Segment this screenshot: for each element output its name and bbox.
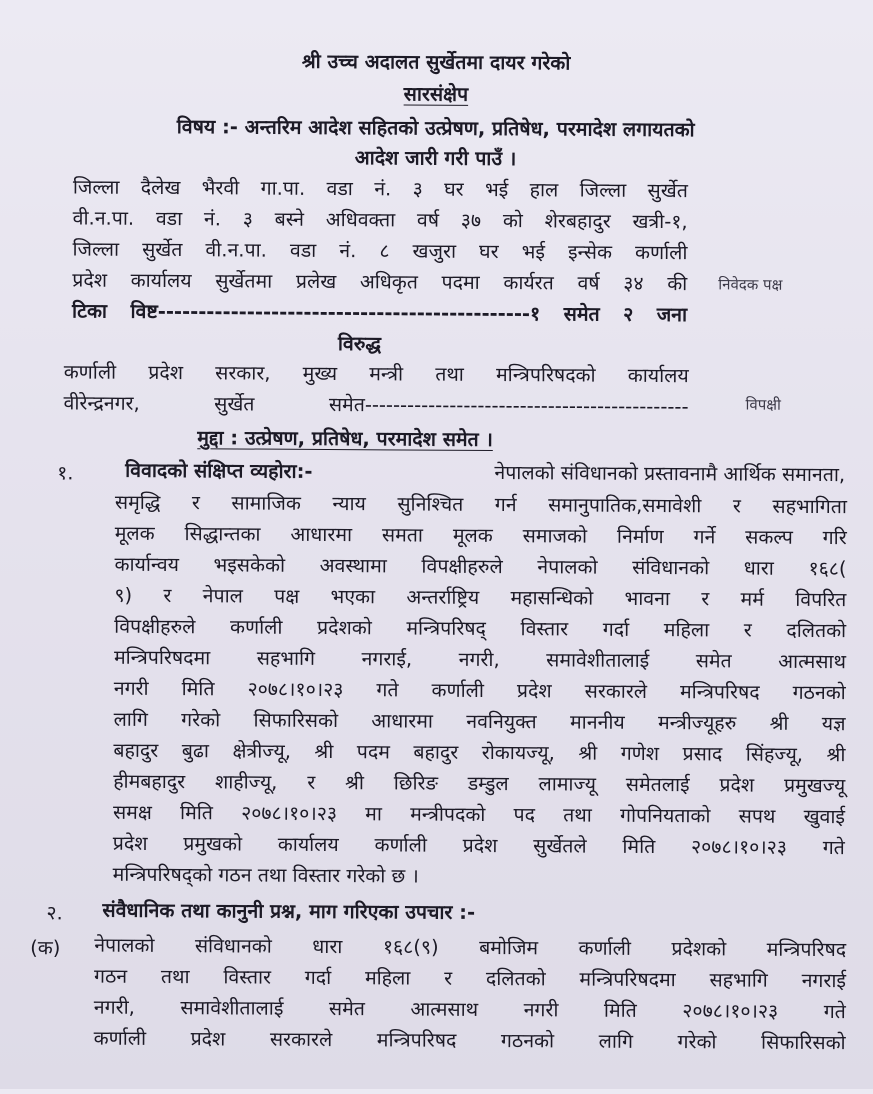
respondent-role-label: विपक्षी xyxy=(745,395,781,414)
subsection-line: नगरी, समावेशीतालाई समेत आत्मसाथ नगरी मिति २०७८।१०।२३ गते xyxy=(93,995,846,1024)
petitioner-line: प्रदेश कार्यालय सुर्खेतमा प्रलेख अधिकृत पदमा कार्यरत वर्ष ३४ की xyxy=(72,268,688,296)
subsection-line: नेपालको संविधानको धारा १६८(९) बमोजिम कर्णाली प्रदेशको मन्त्रिपरिषद xyxy=(94,933,847,962)
petitioner-name-line: टिका विष्ट----------------------------------------------१ समेत २ जना xyxy=(72,299,688,327)
section1-line: मन्त्रिपरिषदमा सहभागि नगराई, नगरी, समावेशीतालाई समेत आत्मसाथ xyxy=(113,645,847,674)
respondent-line: वीरेन्द्रनगर, सुर्खेत समेत---------------------------------------------- xyxy=(63,391,689,419)
section1-line: विपक्षीहरुले कर्णाली प्रदेशको मन्त्रिपरिषद् विस्तार गर्दा महिला र दलितको xyxy=(114,614,847,643)
section1-line: नगरी मिति २०७८।१०।२३ गते कर्णाली प्रदेश सरकारले मन्त्रिपरिषद गठनको xyxy=(113,676,846,705)
section1-line: मन्त्रिपरिषद्को गठन तथा विस्तार गरेको छ । xyxy=(112,862,419,888)
section1-heading: विवादको संक्षिप्त व्यहोरा:- xyxy=(125,458,313,483)
subsection-line: कर्णाली प्रदेश सरकारले मन्त्रिपरिषद गठनको लागि गरेको सिफारिसको xyxy=(93,1026,846,1055)
section1-first-line xyxy=(125,459,845,487)
section1-line: हीमबहादुर शाहीज्यू, र श्री छिरिङ डम्डुल लामाज्यू समेतलाई प्रदेश प्रमुखज्यू xyxy=(113,769,846,798)
petitioner-line: जिल्ला सुर्खेत वी.न.पा. वडा नं. ८ खजुरा घर भई इन्सेक कर्णाली xyxy=(72,237,688,265)
subject-line-1: विषय :- अन्तरिम आदेश सहितको उत्प्रेषण, प्रतिषेध, परमादेश लगायतको xyxy=(176,115,695,142)
section-number: २. xyxy=(46,901,63,925)
section1-line: समक्ष मिति २०७८।१०।२३ मा मन्त्रीपदको पद तथा गोपनियताको सपथ खुवाई xyxy=(112,800,846,829)
petitioner-line: जिल्ला दैलेख भैरवी गा.पा. वडा नं. ३ घर भई हाल जिल्ला सुर्खेत xyxy=(72,175,688,203)
document-type: सारसंक्षेप xyxy=(403,82,469,106)
section1-line: लागि गरेको सिफारिसको आधारमा नवनियुक्त माननीय मन्त्रीज्यूहरु श्री यज्ञ xyxy=(113,707,846,736)
case-title: मुद्दा : उत्प्रेषण, प्रतिषेध, परमादेश समेत । xyxy=(197,426,493,452)
petitioner-line: वी.न.पा. वडा नं. ३ बस्ने अधिवक्ता वर्ष ३७ को शेरबहादुर खत्री-१, xyxy=(72,206,688,234)
subsection-number: (क) xyxy=(30,936,61,960)
section1-line: कार्यान्वय भइसकेको अवस्थामा विपक्षीहरुले नेपालको संविधानको धारा १६८( xyxy=(114,552,847,581)
subsection-line: गठन तथा विस्तार गर्दा महिला र दलितको मन्त्रिपरिषदमा सहभागि नगराई xyxy=(93,964,847,993)
section2-heading: संवैधानिक तथा कानुनी प्रश्न, माग गरिएका उपचार :- xyxy=(102,898,476,924)
petitioner-role-label: निवेदक पक्ष xyxy=(718,275,783,294)
section1-line: बहादुर बुढा क्षेत्रीज्यू, श्री पदम बहादुर रोकायज्यू, श्री गणेश प्रसाद सिंहज्यू, श्री xyxy=(113,738,846,767)
subject-line-2: आदेश जारी गरी पाउँ । xyxy=(354,146,517,171)
versus-heading: विरुद्ध xyxy=(337,332,382,356)
section1-line: समृद्धि र सामाजिक न्याय सुनिश्चित गर्न समानुपातिक,समावेशी र सहभागिता xyxy=(114,490,847,519)
section1-first-line-text: नेपालको संविधानको प्रस्तावनामै आर्थिक समानता, xyxy=(494,461,846,487)
section-number: १. xyxy=(57,461,74,485)
section1-line: मूलक सिद्धान्तका आधारमा समता मूलक समाजको निर्माण गर्ने सकल्प गरि xyxy=(114,521,847,550)
respondent-line: कर्णाली प्रदेश सरकार, मुख्य मन्त्री तथा मन्त्रिपरिषदको कार्यालय xyxy=(63,360,689,388)
section1-line: ९) र नेपाल पक्ष भएका अन्तर्राष्ट्रिय महासन्धिको भावना र मर्म विपरित xyxy=(114,583,847,612)
section1-line: प्रदेश प्रमुखको कार्यालय कर्णाली प्रदेश सुर्खेतले मिति २०७८।१०।२३ गते xyxy=(112,831,845,860)
court-title: श्री उच्च अदालत सुर्खेतमा दायर गरेको xyxy=(301,49,571,75)
